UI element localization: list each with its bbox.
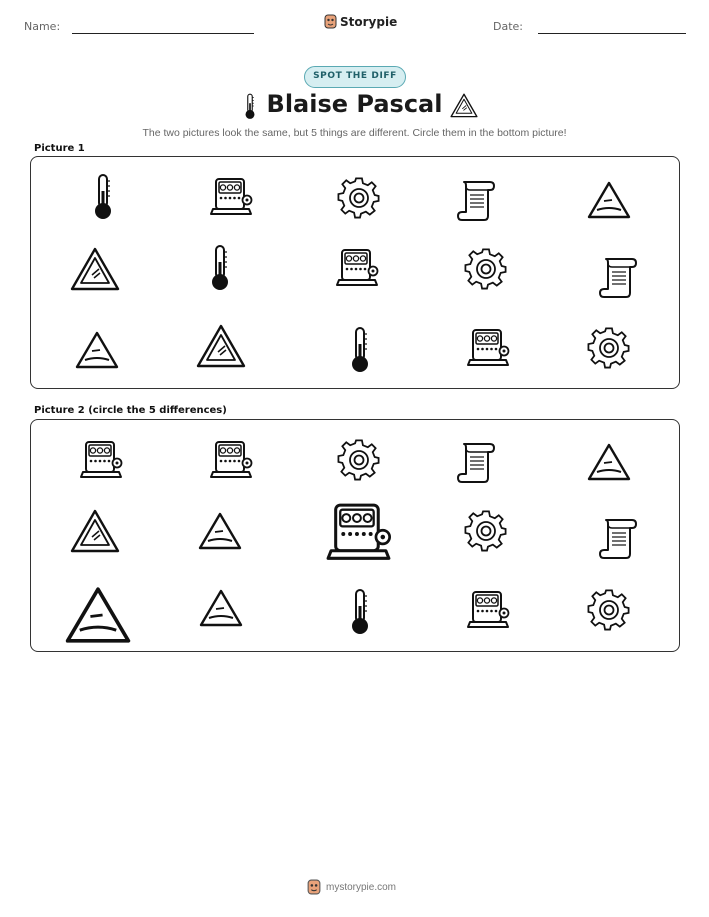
triangle-icon bbox=[584, 175, 634, 225]
triangle-icon bbox=[72, 325, 122, 375]
brand-name: Storypie bbox=[340, 14, 398, 29]
calculator-icon bbox=[464, 324, 514, 374]
triangle-icon[interactable] bbox=[70, 507, 120, 557]
triangle-icon[interactable] bbox=[584, 437, 634, 487]
scroll-icon bbox=[594, 253, 644, 303]
picture1-label: Picture 1 bbox=[34, 143, 85, 154]
gear-icon bbox=[461, 244, 511, 294]
spot-the-diff-badge: SPOT THE DIFF bbox=[304, 66, 406, 88]
calculator-icon bbox=[207, 173, 257, 223]
calculator-icon[interactable] bbox=[207, 436, 257, 486]
footer-link[interactable]: mystorypie.com bbox=[326, 881, 397, 893]
mascot-icon bbox=[307, 879, 321, 895]
triangle-icon bbox=[70, 245, 120, 295]
gear-icon[interactable] bbox=[584, 585, 634, 635]
footer bbox=[307, 879, 396, 895]
thermometer-icon bbox=[335, 324, 385, 374]
calculator-icon[interactable] bbox=[77, 436, 127, 486]
date-label: Date: bbox=[493, 20, 523, 33]
triangle-icon[interactable] bbox=[196, 583, 246, 633]
gear-icon[interactable] bbox=[461, 506, 511, 556]
scroll-icon[interactable] bbox=[594, 514, 644, 564]
scroll-icon[interactable] bbox=[452, 438, 502, 488]
name-label: Name: bbox=[24, 20, 61, 33]
gear-icon[interactable] bbox=[334, 435, 384, 485]
brand-logo bbox=[324, 14, 397, 29]
calculator-icon[interactable] bbox=[464, 586, 514, 636]
triangle-icon bbox=[196, 322, 246, 372]
gear-icon bbox=[334, 173, 384, 223]
title-triangle-icon bbox=[450, 89, 478, 123]
name-line[interactable] bbox=[72, 33, 254, 34]
calculator-icon bbox=[333, 244, 383, 294]
calculator-icon[interactable] bbox=[322, 496, 398, 572]
page-title: Blaise Pascal bbox=[266, 90, 443, 118]
mascot-icon bbox=[324, 14, 337, 29]
gear-icon bbox=[584, 323, 634, 373]
thermometer-icon bbox=[78, 171, 128, 221]
instructions: The two pictures look the same, but 5 things are different. Circle them in the bottom picture! bbox=[142, 127, 567, 139]
date-line[interactable] bbox=[538, 33, 686, 34]
picture2-label: Picture 2 (circle the 5 differences) bbox=[34, 405, 227, 416]
triangle-icon[interactable] bbox=[60, 577, 136, 653]
thermometer-icon[interactable] bbox=[335, 586, 385, 636]
thermometer-icon bbox=[195, 242, 245, 292]
triangle-icon[interactable] bbox=[195, 506, 245, 556]
scroll-icon bbox=[452, 176, 502, 226]
